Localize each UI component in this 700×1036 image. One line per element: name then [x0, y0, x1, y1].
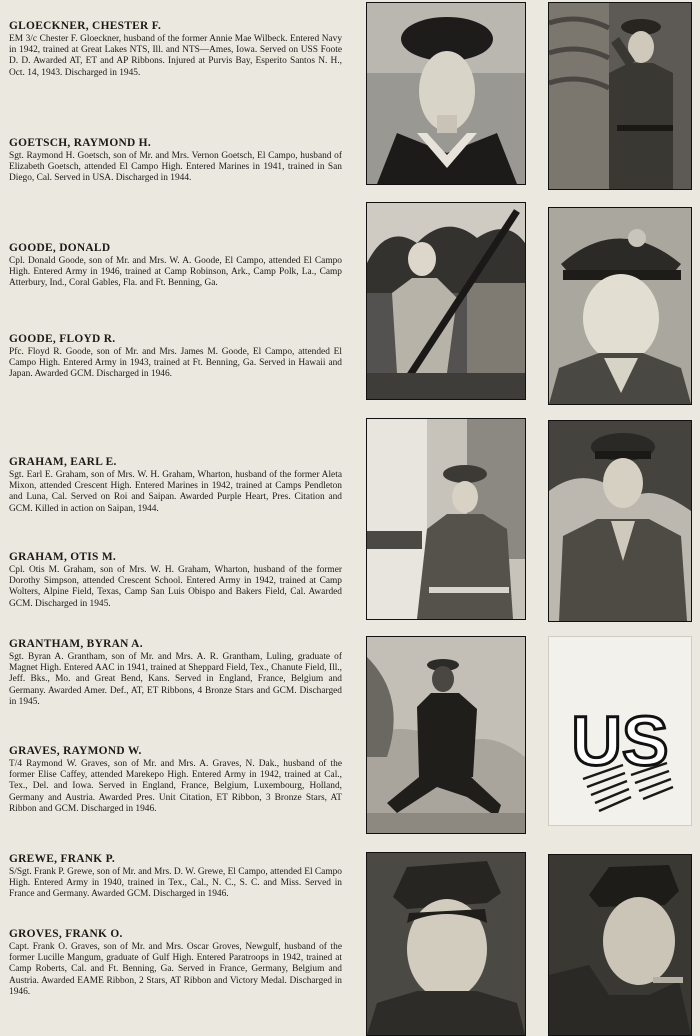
entry-name: GLOECKNER, CHESTER F.	[9, 20, 162, 32]
emblem-text: US	[571, 702, 669, 780]
entry-text: Sgt. Byran A. Grantham, son of Mr. and Mrs. A. R. Grantham, Luling, graduate of Magnet High. Entered AAC in 1941, trained at Sheppard Field, Tex., Chanute Field, Ill., Jeff. Bks., Mo. and Great Bend, Kans. Served in England, France, Belgium and Germany. Awarded Amer. Def., AT, ET Ribbons, 4 Bronze Stars and GCM. Discharged in 1945.	[9, 652, 342, 707]
photo-grewe	[366, 852, 526, 1036]
entry-name: GREWE, FRANK P.	[9, 853, 115, 865]
photo-groves	[548, 854, 692, 1036]
entry-text: EM 3/c Chester F. Gloeckner, husband of the former Annie Mae Wilbeck. Entered Navy in 1942, trained at Great Lakes NTS, Ill. and NTS—Ames, Iowa. Served on USS Foote D. D. Awarded AT, ET and AP Ribbons. Injured at Purvis Bay, Esperito Santos N. H., Oct. 14, 1943. Discharged in 1945.	[9, 34, 342, 78]
entry-name: GROVES, FRANK O.	[9, 928, 123, 940]
entry-name: GOODE, FLOYD R.	[9, 333, 116, 345]
entry-text: Sgt. Earl E. Graham, son of Mrs. W. H. Graham, Wharton, husband of the former Aleta Mixon, attended Crescent High. Entered Marines in 1942, trained at Camps Pendleton and Luna, Cal. Served on Roi and Saipan. Awarded Purple Heart, Pres. Citation and GCM. Killed in action on Saipan, 1944.	[9, 470, 342, 514]
entry-goetsch	[9, 137, 342, 185]
entry-name: GRAVES, RAYMOND W.	[9, 745, 142, 757]
entry-goode-donald	[9, 242, 342, 290]
entry-gloeckner	[9, 20, 342, 79]
entry-name: GOETSCH, RAYMOND H.	[9, 137, 151, 149]
photo-goode-donald	[366, 202, 526, 400]
photo-goode-floyd	[548, 207, 692, 405]
entry-text: Cpl. Otis M. Graham, son of Mrs. W. H. Graham, Wharton, husband of the former Dorothy Simpson, attended Crescent School. Entered Army in 1942, trained at Camp Wolters, Alpine Field, Texas, Camp San Luis Obispo and Bakers Field, Cal. Awarded GCM. Discharged in 1945.	[9, 565, 342, 609]
entry-graham-earl	[9, 456, 342, 515]
entry-text: S/Sgt. Frank P. Grewe, son of Mr. and Mrs. D. W. Grewe, El Campo, attended El Campo High. Entered Army in 1940, trained in Tex., Cal., N. C., S. C. and Miss. Served in France and Germany. Awarded GCM. Discharged in 1946.	[9, 867, 342, 900]
entry-graves	[9, 745, 342, 815]
entry-graham-otis	[9, 551, 342, 610]
entry-text: Pfc. Floyd R. Goode, son of Mr. and Mrs. James M. Goode, El Campo, attended El Campo High. Entered Army in 1943, trained at Ft. Benning, Ga. Served in Hawaii and Japan. Awarded GCM. Discharged in 1946.	[9, 347, 342, 380]
photo-graham-earl	[366, 418, 526, 620]
entry-text: T/4 Raymond W. Graves, son of Mr. and Mrs. A. Graves, N. Dak., husband of the former Elise Caffey, attended Marekepo High. Entered Army in 1942, trained at Cal., Tex., Del. and Iowa. Served in England, France, Belgium, Luxembourg, Holland, Germany and Austria. Awarded Pres. Unit Citation, ET Ribbon, 3 Bronze Stars, AT Ribbon and GCM. Discharged in 1946.	[9, 759, 342, 814]
entry-grantham	[9, 638, 342, 708]
entry-grewe	[9, 853, 342, 901]
photo-gloeckner	[366, 2, 526, 185]
us-emblem	[548, 636, 692, 826]
entry-text: Sgt. Raymond H. Goetsch, son of Mr. and Mrs. Vernon Goetsch, El Campo, husband of Elizabeth Goetsch, attended El Campo High. Entered Marines in 1941, trained in San Diego, Cal. Served in USA. Discharged in 1944.	[9, 151, 342, 184]
photo-goetsch	[548, 2, 692, 190]
photo-graham-otis	[548, 420, 692, 622]
entry-groves	[9, 928, 342, 998]
photo-grantham	[366, 636, 526, 834]
entry-name: GRAHAM, OTIS M.	[9, 551, 117, 563]
entry-name: GOODE, DONALD	[9, 242, 111, 254]
entry-text: Cpl. Donald Goode, son of Mr. and Mrs. W. A. Goode, El Campo, attended El Campo High. Entered Army in 1946, trained at Camp Robinson, Ark., Camp Polk, La., Camp Atterbury, Ind., Coral Gables, Fla. and Ft. Benning, Ga.	[9, 256, 342, 289]
entry-name: GRANTHAM, BYRAN A.	[9, 638, 143, 650]
entry-text: Capt. Frank O. Graves, son of Mr. and Mrs. Oscar Groves, Newgulf, husband of the former Lucille Mangum, graduate of Gulf High. Entered Paratroops in 1942, trained at Camp Roberts, Cal. and Ft. Benning, Ga. Served in France, Germany, Belgium and Austria. Awarded EAME Ribbon, 2 Stars, AT Ribbon and Victory Medal. Discharged in 1946.	[9, 942, 342, 997]
entry-name: GRAHAM, EARL E.	[9, 456, 117, 468]
entry-goode-floyd	[9, 333, 342, 381]
